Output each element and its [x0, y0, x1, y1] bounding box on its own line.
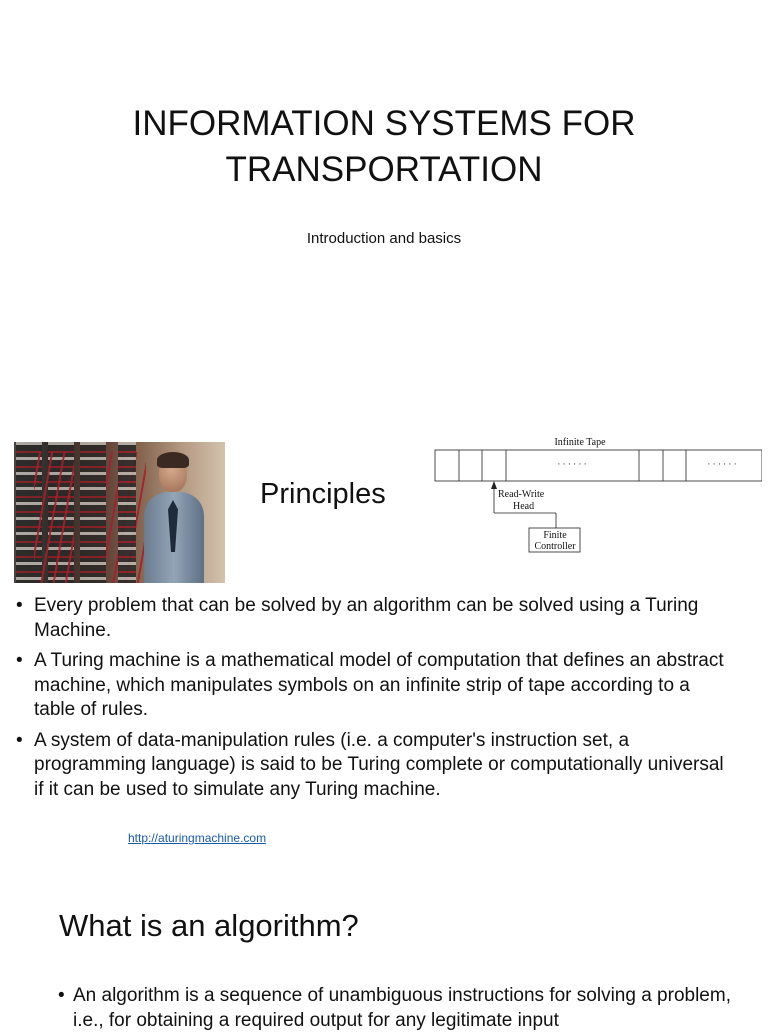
slide-subtitle: Introduction and basics [306, 230, 462, 247]
controller-label-2: Controller [534, 541, 576, 552]
turing-machine-link[interactable]: http://aturingmachine.com [128, 831, 267, 845]
turing-machine-photo [14, 442, 225, 583]
tape-label: Infinite Tape [554, 437, 606, 448]
head-label-1: Read-Write [498, 489, 545, 500]
head-label-2: Head [513, 501, 535, 512]
turing-machine-diagram [426, 434, 762, 556]
photo-wires-1 [34, 452, 74, 583]
bullet-item: • An algorithm is a sequence of unambiguous instructions for solving a problem, i.e., for obtaining a required output for any legitimate input [58, 984, 758, 1033]
head-arrow-icon [491, 481, 497, 489]
algorithm-bullets [58, 984, 758, 1033]
bullet-item: • A Turing machine is a mathematical model of computation that defines an abstract machine, which manipulates symbols on an infinite strip of tape according to a table of rules. [16, 649, 736, 723]
title-line-2: TRANSPORTATION [225, 150, 543, 190]
bullet-item: • Every problem that can be solved by an algorithm can be solved using a Turing Machine. [16, 594, 736, 643]
controller-label-1: Finite [543, 530, 567, 541]
tape-dots-2: · · · · · · [707, 459, 737, 469]
photo-rack-3 [80, 442, 106, 583]
principles-bullets [16, 594, 736, 808]
photo-rack-4 [118, 442, 136, 583]
slide-title [0, 101, 768, 193]
principles-heading: Principles [260, 478, 386, 510]
title-line-1: INFORMATION SYSTEMS FOR [132, 104, 636, 144]
section-heading: What is an algorithm? [59, 908, 359, 943]
bullet-item: • A system of data-manipulation rules (i.e. a computer's instruction set, a programming language) is said to be Turing complete or computationally universal if it can be used to simulate any Turing machine. [16, 729, 736, 803]
tape-dots-1: · · · · · · [557, 459, 587, 469]
photo-person-hair [157, 452, 189, 468]
